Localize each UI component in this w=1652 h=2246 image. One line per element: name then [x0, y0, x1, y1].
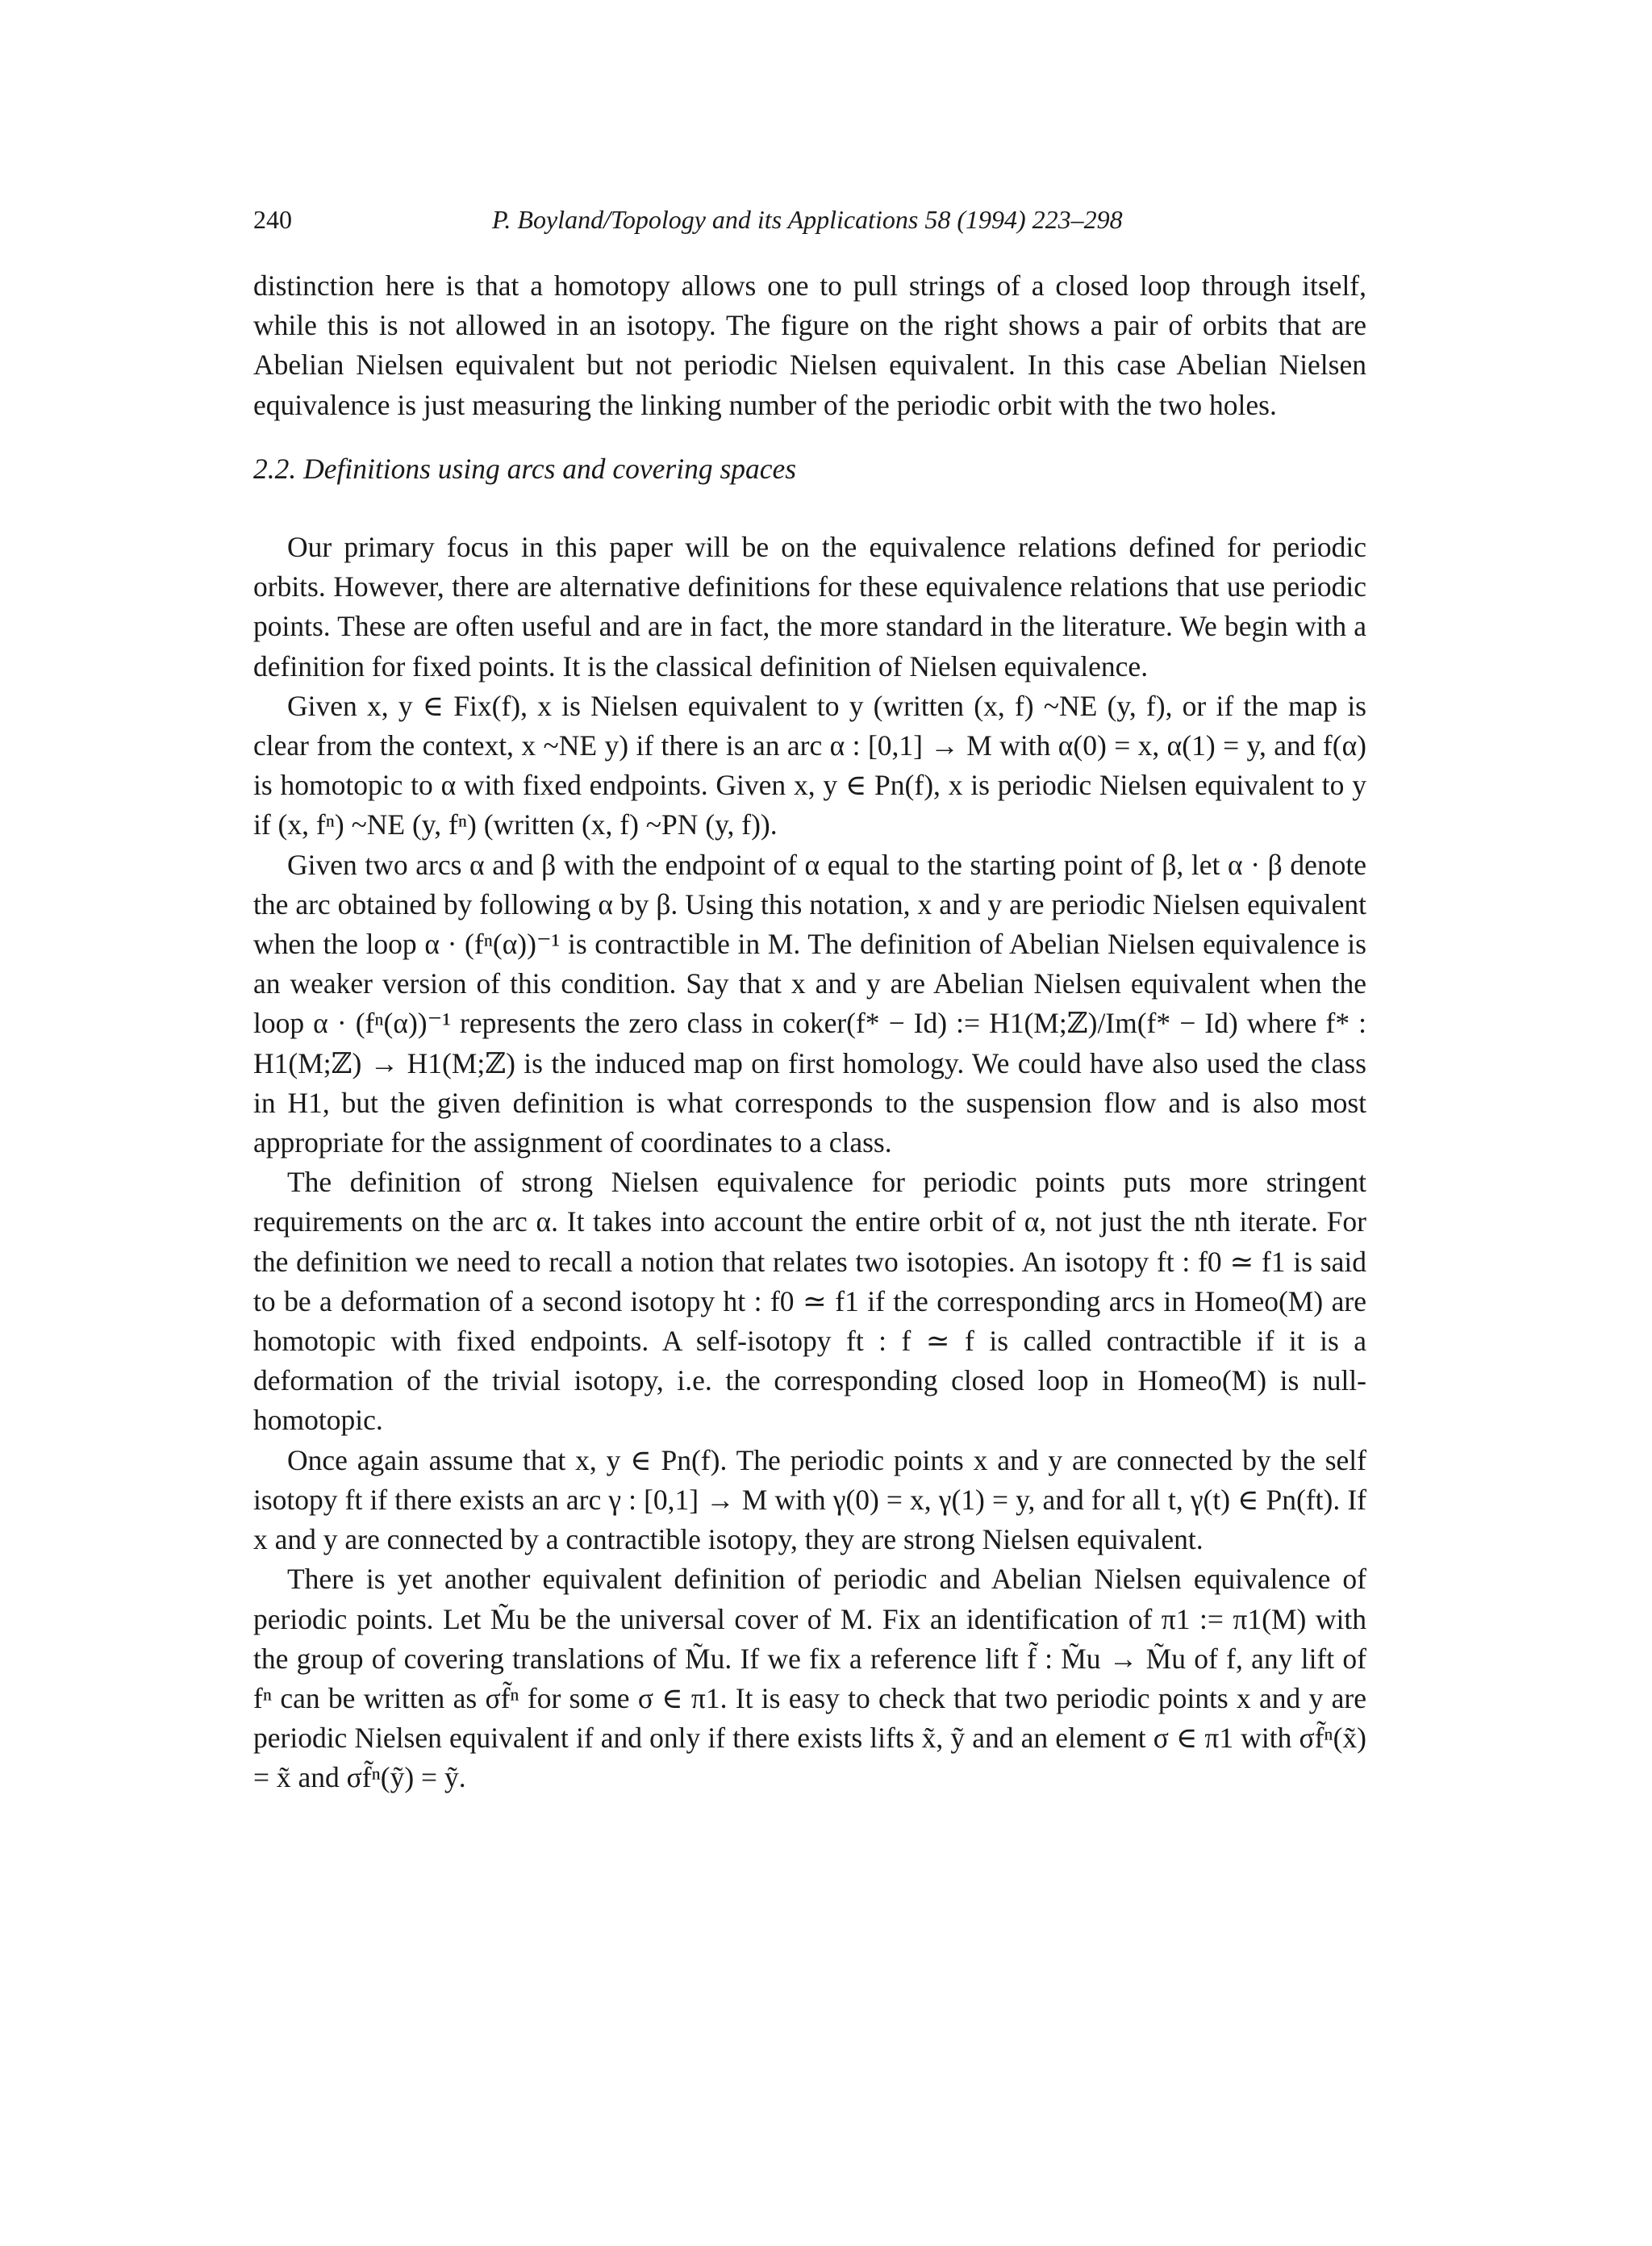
paragraph-7: There is yet another equivalent definition of periodic and Abelian Nielsen equivalence of periodic points. Let M̃u be the universal cover of M. Fix an identification of π1 := π1(M) with the group of covering translations of M̃u. If we fix a reference lift f̃ : M̃u → M̃u of f, any lift of fⁿ can be written as σf̃ⁿ for some σ ∈ π1. It is easy to check that two periodic points x and y are periodic Nielsen equivalent if and only if there exists lifts x̃, ỹ and an element σ ∈ π1 with σf̃ⁿ(x̃) = x̃ and σf̃ⁿ(ỹ) = ỹ.: [253, 1563, 1366, 1794]
paragraph-1: distinction here is that a homotopy allows one to pull strings of a closed loop through itself, while this is not allowed in an isotopy. The figure on the right shows a pair of orbits that are Abelian Nielsen equivalent but not periodic Nielsen equivalent. In this case Abelian Nielsen equivalence is just measuring the linking number of the periodic orbit with the two holes.: [253, 269, 1366, 421]
running-head: P. Boyland/Topology and its Applications 58 (1994) 223–298: [492, 205, 1123, 234]
paragraph-2: Our primary focus in this paper will be on the equivalence relations defined for periodic orbits. However, there are alternative definitions for these equivalence relations that use periodic points. These are often useful and are in fact, the more standard in the literature. We begin with a definition for fixed points. It is the classical definition of Nielsen equivalence.: [253, 531, 1366, 683]
page-header: [253, 205, 1366, 237]
section-title: 2.2. Definitions using arcs and covering spaces: [253, 452, 797, 485]
paragraph-3: Given x, y ∈ Fix(f), x is Nielsen equivalent to y (written (x, f) ~NE (y, f), or if the map is clear from the context, x ~NE y) if there is an arc α : [0,1] → M with α(0) = x, α(1) = y, and f(α) is homotopic to α with fixed endpoints. Given x, y ∈ Pn(f), x is periodic Nielsen equivalent to y if (x, fⁿ) ~NE (y, fⁿ) (written (x, f) ~PN (y, f)).: [253, 689, 1366, 841]
body-text: [253, 266, 1366, 1798]
paragraph-6: Once again assume that x, y ∈ Pn(f). The periodic points x and y are connected by the self isotopy ft if there exists an arc γ : [0,1] → M with γ(0) = x, γ(1) = y, and for all t, γ(t) ∈ Pn(ft). If x and y are connected by a contractible isotopy, they are strong Nielsen equivalent.: [253, 1443, 1366, 1556]
paragraph-4: Given two arcs α and β with the endpoint of α equal to the starting point of β, let α · β denote the arc obtained by following α by β. Using this notation, x and y are periodic Nielsen equivalent when the loop α · (fⁿ(α))⁻¹ is contractible in M. The definition of Abelian Nielsen equivalence is an weaker version of this condition. Say that x and y are Abelian Nielsen equivalent when the loop α · (fⁿ(α))⁻¹ represents the zero class in coker(f* − Id) := H1(M;ℤ)/Im(f* − Id) where f* : H1(M;ℤ) → H1(M;ℤ) is the induced map on first homology. We could have also used the class in H1, but the given definition is what corresponds to the suspension flow and is also most appropriate for the assignment of coordinates to a class.: [253, 848, 1366, 1159]
paragraph-5: The definition of strong Nielsen equivalence for periodic points puts more stringent requirements on the arc α. It takes into account the entire orbit of α, not just the nth iterate. For the definition we need to recall a notion that relates two isotopies. An isotopy ft : f0 ≃ f1 is said to be a deformation of a second isotopy ht : f0 ≃ f1 if the corresponding arcs in Homeo(M) are homotopic with fixed endpoints. A self-isotopy ft : f ≃ f is called contractible if it is a deformation of the trivial isotopy, i.e. the corresponding closed loop in Homeo(M) is null-homotopic.: [253, 1166, 1366, 1437]
page-number: 240: [253, 205, 292, 234]
